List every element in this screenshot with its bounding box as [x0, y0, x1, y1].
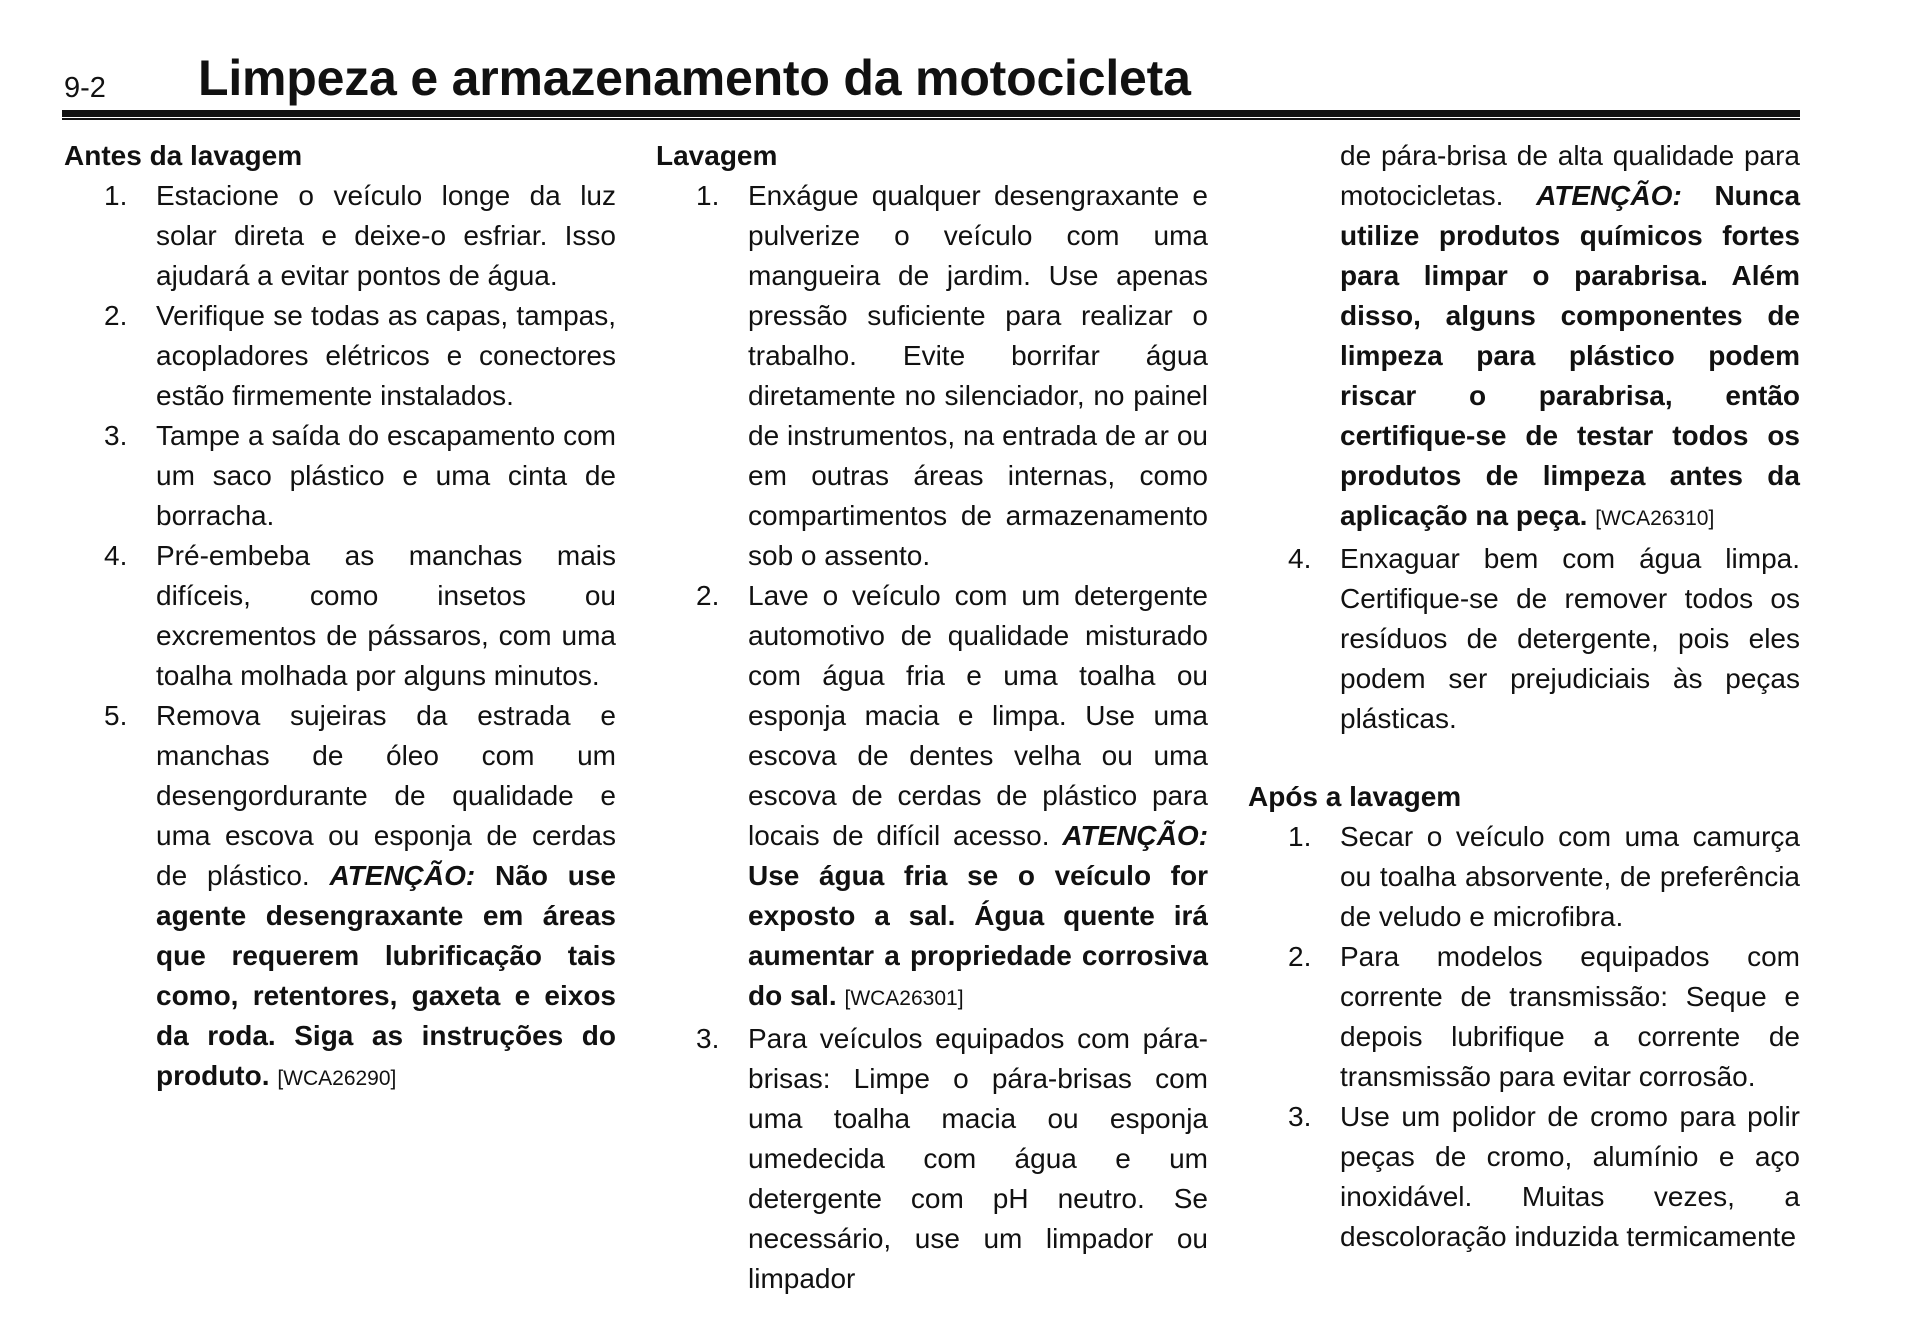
- step-number: 3.: [696, 1023, 720, 1054]
- page-title: Limpeza e armazenamento da motocicleta: [198, 50, 1191, 106]
- section-heading-antes: Antes da lavagem: [64, 140, 303, 171]
- warning-code: [WCA26310]: [1595, 507, 1715, 530]
- warning-label: ATENÇÃO:: [1536, 180, 1682, 211]
- warning-code: [WCA26301]: [844, 987, 964, 1010]
- list-item: [1248, 539, 1800, 739]
- step-text: Estacione o veículo longe da luz solar direta e deixe-o esfriar. Isso ajudará a evitar pontos de água.: [156, 180, 616, 291]
- list-item: [656, 576, 1208, 1019]
- list-item: [1248, 817, 1800, 937]
- warning-text: Não use agente desengraxante em áreas que requerem lubrificação tais como, retentores, gaxeta e eixos da roda. Siga as instruções do produto.: [156, 860, 616, 1091]
- step-number: 2.: [696, 580, 720, 611]
- section-heading-apos: Após a lavagem: [1248, 781, 1462, 812]
- steps-apos-list: [1248, 817, 1800, 1257]
- step-number: 4.: [104, 540, 128, 571]
- step-text: Lave o veículo com um detergente automotivo de qualidade misturado com água fria e uma toalha ou esponja macia e limpa. Use uma escova de dentes velha ou uma escova de cerdas de plástico para locais de difícil acesso.: [748, 580, 1208, 851]
- list-item: [64, 296, 616, 416]
- step-text: Tampe a saída do escapamento com um saco plástico e uma cinta de borracha.: [156, 420, 616, 531]
- list-item: [656, 176, 1208, 576]
- warning-text: Use água fria se o veículo for exposto a sal. Água quente irá aumentar a propriedade corrosiva do sal.: [748, 860, 1208, 1011]
- step-text: Use um polidor de cromo para polir peças de cromo, alumínio e aço inoxidável. Muitas vezes, a descoloração induzida termicamente: [1340, 1101, 1800, 1252]
- step-number: 1.: [1288, 821, 1312, 852]
- column-1: [64, 136, 616, 1099]
- step-text: Pré-embeba as manchas mais difíceis, como insetos ou excrementos de pássaros, com uma toalha molhada por alguns minutos.: [156, 540, 616, 691]
- section-gap: [1248, 739, 1800, 777]
- list-item: [64, 176, 616, 296]
- step-number: 4.: [1288, 543, 1312, 574]
- list-item: [1248, 1097, 1800, 1257]
- step-number: 3.: [1288, 1101, 1312, 1132]
- column-3: [1248, 136, 1800, 1257]
- column-2: [656, 136, 1208, 1299]
- step-number: 2.: [1288, 941, 1312, 972]
- page-header: [62, 48, 1800, 110]
- warning-label: ATENÇÃO:: [1062, 820, 1209, 851]
- step-text: Remova sujeiras da estrada e manchas de óleo com um desengordurante de qualidade e uma escova ou esponja de cerdas de plástico.: [156, 700, 616, 891]
- page-number: 9-2: [64, 72, 106, 104]
- list-item: [64, 696, 616, 1099]
- step-number: 1.: [696, 180, 720, 211]
- header-rule-thin: [62, 118, 1800, 120]
- step-text: Enxágue qualquer desengraxante e pulverize o veículo com uma mangueira de jardim. Use apenas pressão suficiente para realizar o trabalho. Evite borrifar água diretamente no silenciador, no painel de instrumentos, na entrada de ar ou em outras áreas internas, como compartimentos de armazenamento sob o assento.: [748, 180, 1208, 571]
- step-text: Para modelos equipados com corrente de transmissão: Seque e depois lubrifique a corrente de transmissão para evitar corrosão.: [1340, 941, 1800, 1092]
- step-continuation: [1248, 136, 1800, 539]
- list-item: [656, 1019, 1208, 1299]
- step-number: 5.: [104, 700, 128, 731]
- steps-lavagem-list: [656, 176, 1208, 1299]
- warning-label: ATENÇÃO:: [329, 860, 476, 891]
- step-text: Enxaguar bem com água limpa. Certifique-se de remover todos os resíduos de detergente, pois eles podem ser prejudiciais às peças plásticas.: [1340, 543, 1800, 734]
- header-rule: [62, 110, 1800, 117]
- warning-text: Nunca utilize produtos químicos fortes para limpar o parabrisa. Além disso, alguns componentes de limpeza para plástico podem riscar o parabrisa, então certifique-se de testar todos os produtos de limpeza antes da aplicação na peça.: [1340, 180, 1801, 531]
- continuation-text: de pára-brisa de alta qualidade para motocicletas.: [1340, 140, 1800, 211]
- step-number: 2.: [104, 300, 128, 331]
- step-text: Verifique se todas as capas, tampas, acopladores elétricos e conectores estão firmemente instalados.: [156, 300, 616, 411]
- step-text: Secar o veículo com uma camurça ou toalha absorvente, de preferência de veludo e microfibra.: [1340, 821, 1800, 932]
- step-number: 3.: [104, 420, 128, 451]
- steps-antes-list: [64, 176, 616, 1099]
- list-item: [64, 536, 616, 696]
- steps-lavagem-list-cont: [1248, 539, 1800, 739]
- warning-code: [WCA26290]: [277, 1067, 397, 1090]
- step-number: 1.: [104, 180, 128, 211]
- step-text: Para veículos equipados com pára-brisas: Limpe o pára-brisas com uma toalha macia ou esponja umedecida com água e um detergente com pH neutro. Se necessário, use um limpador ou limpador: [748, 1023, 1208, 1294]
- list-item: [1248, 937, 1800, 1097]
- section-heading-lavagem: Lavagem: [656, 140, 778, 171]
- list-item: [64, 416, 616, 536]
